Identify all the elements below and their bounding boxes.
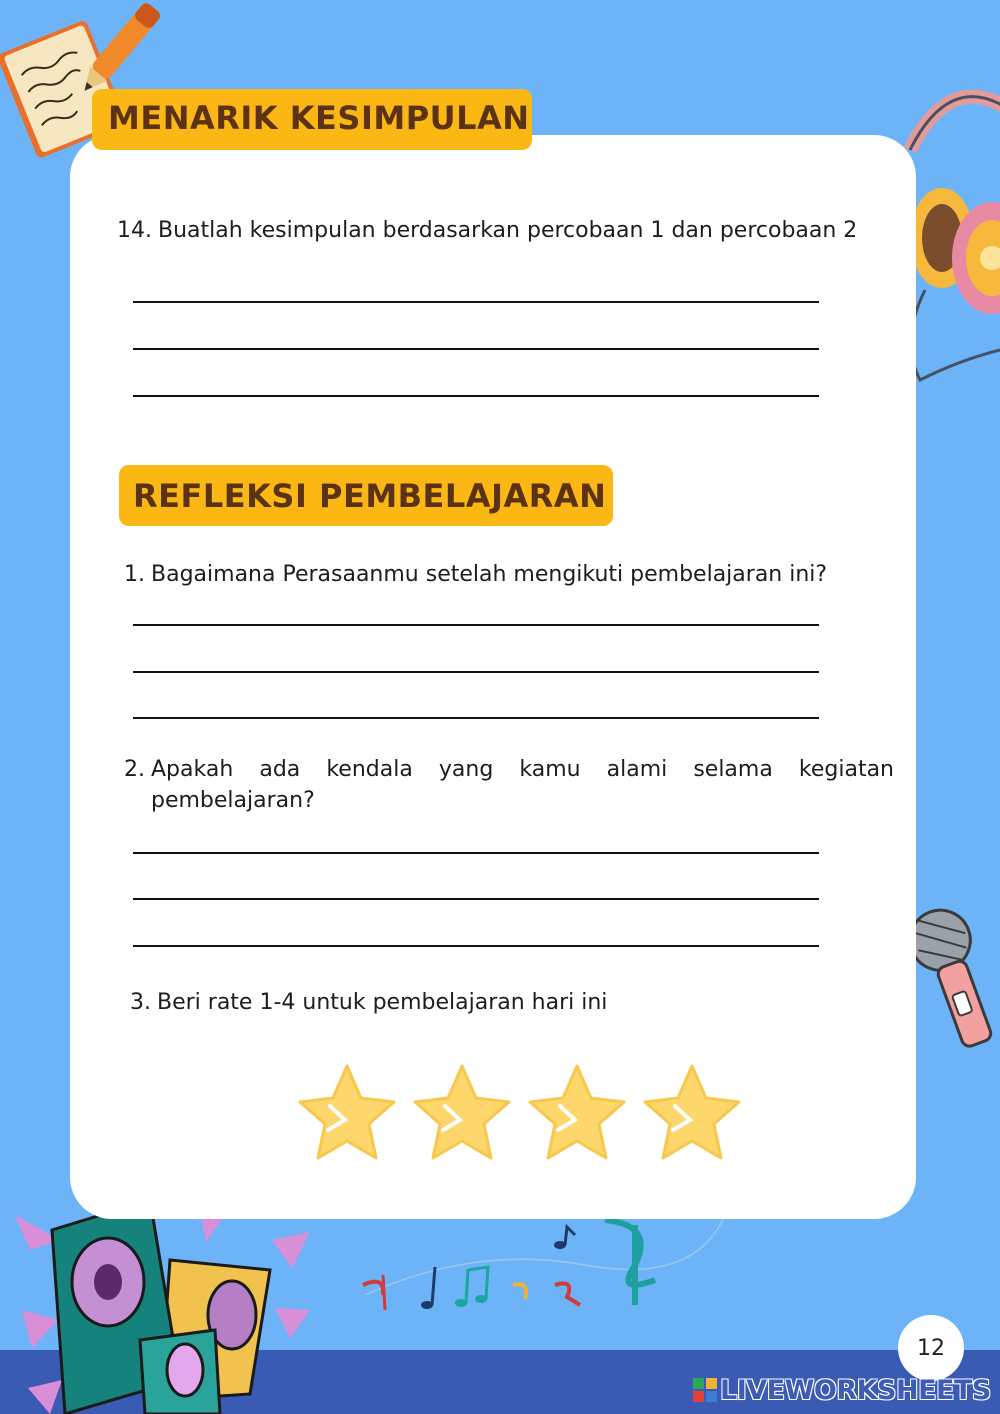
question-14 [117,215,877,246]
star-rating [290,1058,750,1168]
question-number: 3. [130,990,151,1015]
reflection-question-3 [130,987,830,1018]
answer-line[interactable] [133,301,819,303]
answer-line[interactable] [133,624,819,626]
question-text: Beri rate 1-4 untuk pembelajaran hari ini [157,990,608,1015]
star-4[interactable] [635,1058,750,1168]
star-2[interactable] [405,1058,520,1168]
liveworksheets-watermark [692,1372,991,1408]
answer-line[interactable] [133,852,819,854]
reflection-question-2 [124,754,894,816]
question-number: 14. [117,218,152,243]
microphone-icon [912,900,1000,1050]
section-title-conclusion: MENARIK KESIMPULAN [92,89,532,150]
worksheet-card [70,135,916,1219]
reflection-question-1 [124,559,884,590]
answer-line[interactable] [133,348,819,350]
question-text: Buatlah kesimpulan berdasarkan percobaan 1 dan percobaan 2 [158,218,858,243]
answer-line[interactable] [133,945,819,947]
answer-line[interactable] [133,671,819,673]
section-title-reflection: REFLEKSI PEMBELAJARAN [119,465,613,526]
page-number: 12 [898,1315,964,1381]
liveworksheets-logo-icon [692,1377,718,1403]
speakers-icon [10,1190,310,1414]
star-3[interactable] [520,1058,635,1168]
question-text: Bagaimana Perasaanmu setelah mengikuti pembelajaran ini? [151,562,828,587]
watermark-text: LIVEWORKSHEETS [720,1374,991,1406]
question-number: 1. [124,562,145,587]
question-text: Apakah ada kendala yang kamu alami selama kegiatan pembelajaran? [151,757,894,813]
music-notes-icon [355,1205,735,1315]
star-1[interactable] [290,1058,405,1168]
answer-line[interactable] [133,898,819,900]
question-number: 2. [124,757,145,782]
answer-line[interactable] [133,717,819,719]
answer-line[interactable] [133,395,819,397]
